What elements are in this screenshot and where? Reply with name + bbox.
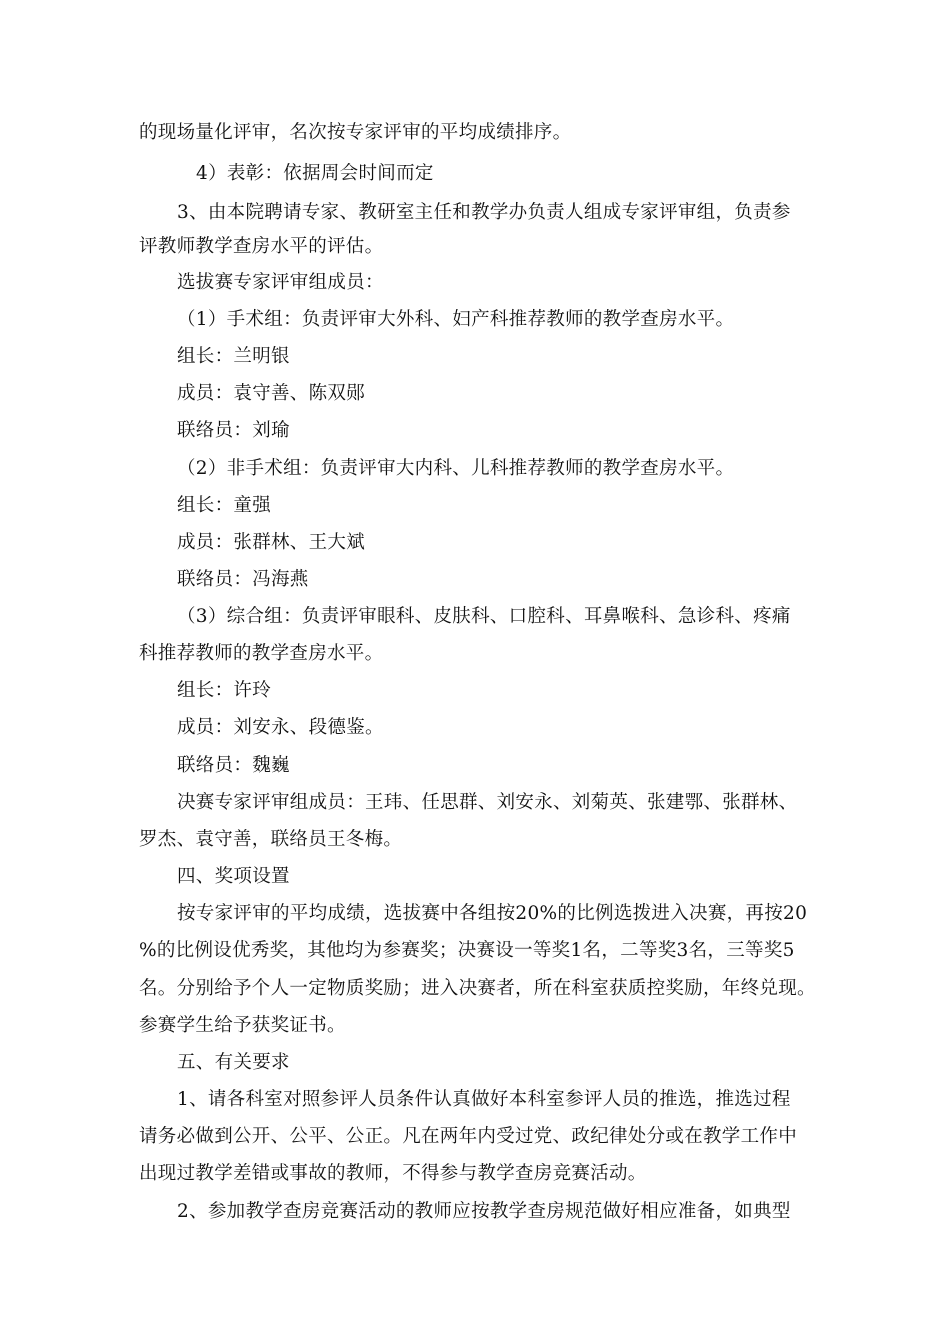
text-line: 科推荐教师的教学查房水平。 — [139, 643, 384, 664]
text-line: 罗杰、袁守善，联络员王冬梅。 — [139, 829, 403, 850]
text-line: 联络员：冯海燕 — [177, 569, 309, 590]
text-line: 组长：兰明银 — [177, 346, 290, 367]
text-line: 参赛学生给予获奖证书。 — [139, 1015, 346, 1036]
text-line: 成员：张群林、王大斌 — [177, 532, 366, 553]
text-line: （2）非手术组：负责评审大内科、儿科推荐教师的教学查房水平。 — [177, 458, 735, 479]
text-line: 决赛专家评审组成员：王玮、任思群、刘安永、刘菊英、张建鄂、张群林、 — [177, 792, 798, 813]
text-line: 成员：袁守善、陈双郧 — [177, 383, 366, 404]
text-line: 请务必做到公开、公平、公正。凡在两年内受过党、政纪律处分或在教学工作中 — [139, 1126, 798, 1147]
text-line: 2、参加教学查房竞赛活动的教师应按教学查房规范做好相应准备，如典型 — [177, 1201, 791, 1222]
text-line: 选拔赛专家评审组成员： — [177, 272, 384, 293]
section-heading: 四、奖项设置 — [177, 866, 290, 887]
text-line: 3、由本院聘请专家、教研室主任和教学办负责人组成专家评审组，负责参 — [177, 202, 791, 223]
text-line: 联络员：刘瑜 — [177, 420, 290, 441]
text-line: （3）综合组：负责评审眼科、皮肤科、口腔科、耳鼻喉科、急诊科、疼痛 — [177, 606, 791, 627]
text-line: 按专家评审的平均成绩，选拔赛中各组按20%的比例选拨进入决赛，再按20 — [177, 903, 808, 924]
text-line: 名。分别给予个人一定物质奖励；进入决赛者，所在科室获质控奖励，年终兑现。 — [139, 978, 816, 999]
text-line: 1、请各科室对照参评人员条件认真做好本科室参评人员的推选，推选过程 — [177, 1089, 791, 1110]
section-heading: 五、有关要求 — [177, 1052, 290, 1073]
text-line: 的现场量化评审，名次按专家评审的平均成绩排序。 — [139, 122, 572, 143]
text-line: （1）手术组：负责评审大外科、妇产科推荐教师的教学查房水平。 — [177, 309, 735, 330]
text-line: 组长：童强 — [177, 495, 272, 516]
text-line: 联络员：魏巍 — [177, 755, 290, 776]
text-line: 评教师教学查房水平的评估。 — [139, 236, 384, 257]
text-line: 4）表彰：依据周会时间而定 — [196, 163, 434, 184]
text-line: 成员：刘安永、段德鉴。 — [177, 717, 384, 738]
text-line: 组长：许玲 — [177, 680, 272, 701]
text-line: 出现过教学差错或事故的教师，不得参与教学查房竞赛活动。 — [139, 1163, 647, 1184]
text-line: %的比例设优秀奖，其他均为参赛奖；决赛设一等奖1名，二等奖3名，三等奖5 — [139, 940, 795, 961]
